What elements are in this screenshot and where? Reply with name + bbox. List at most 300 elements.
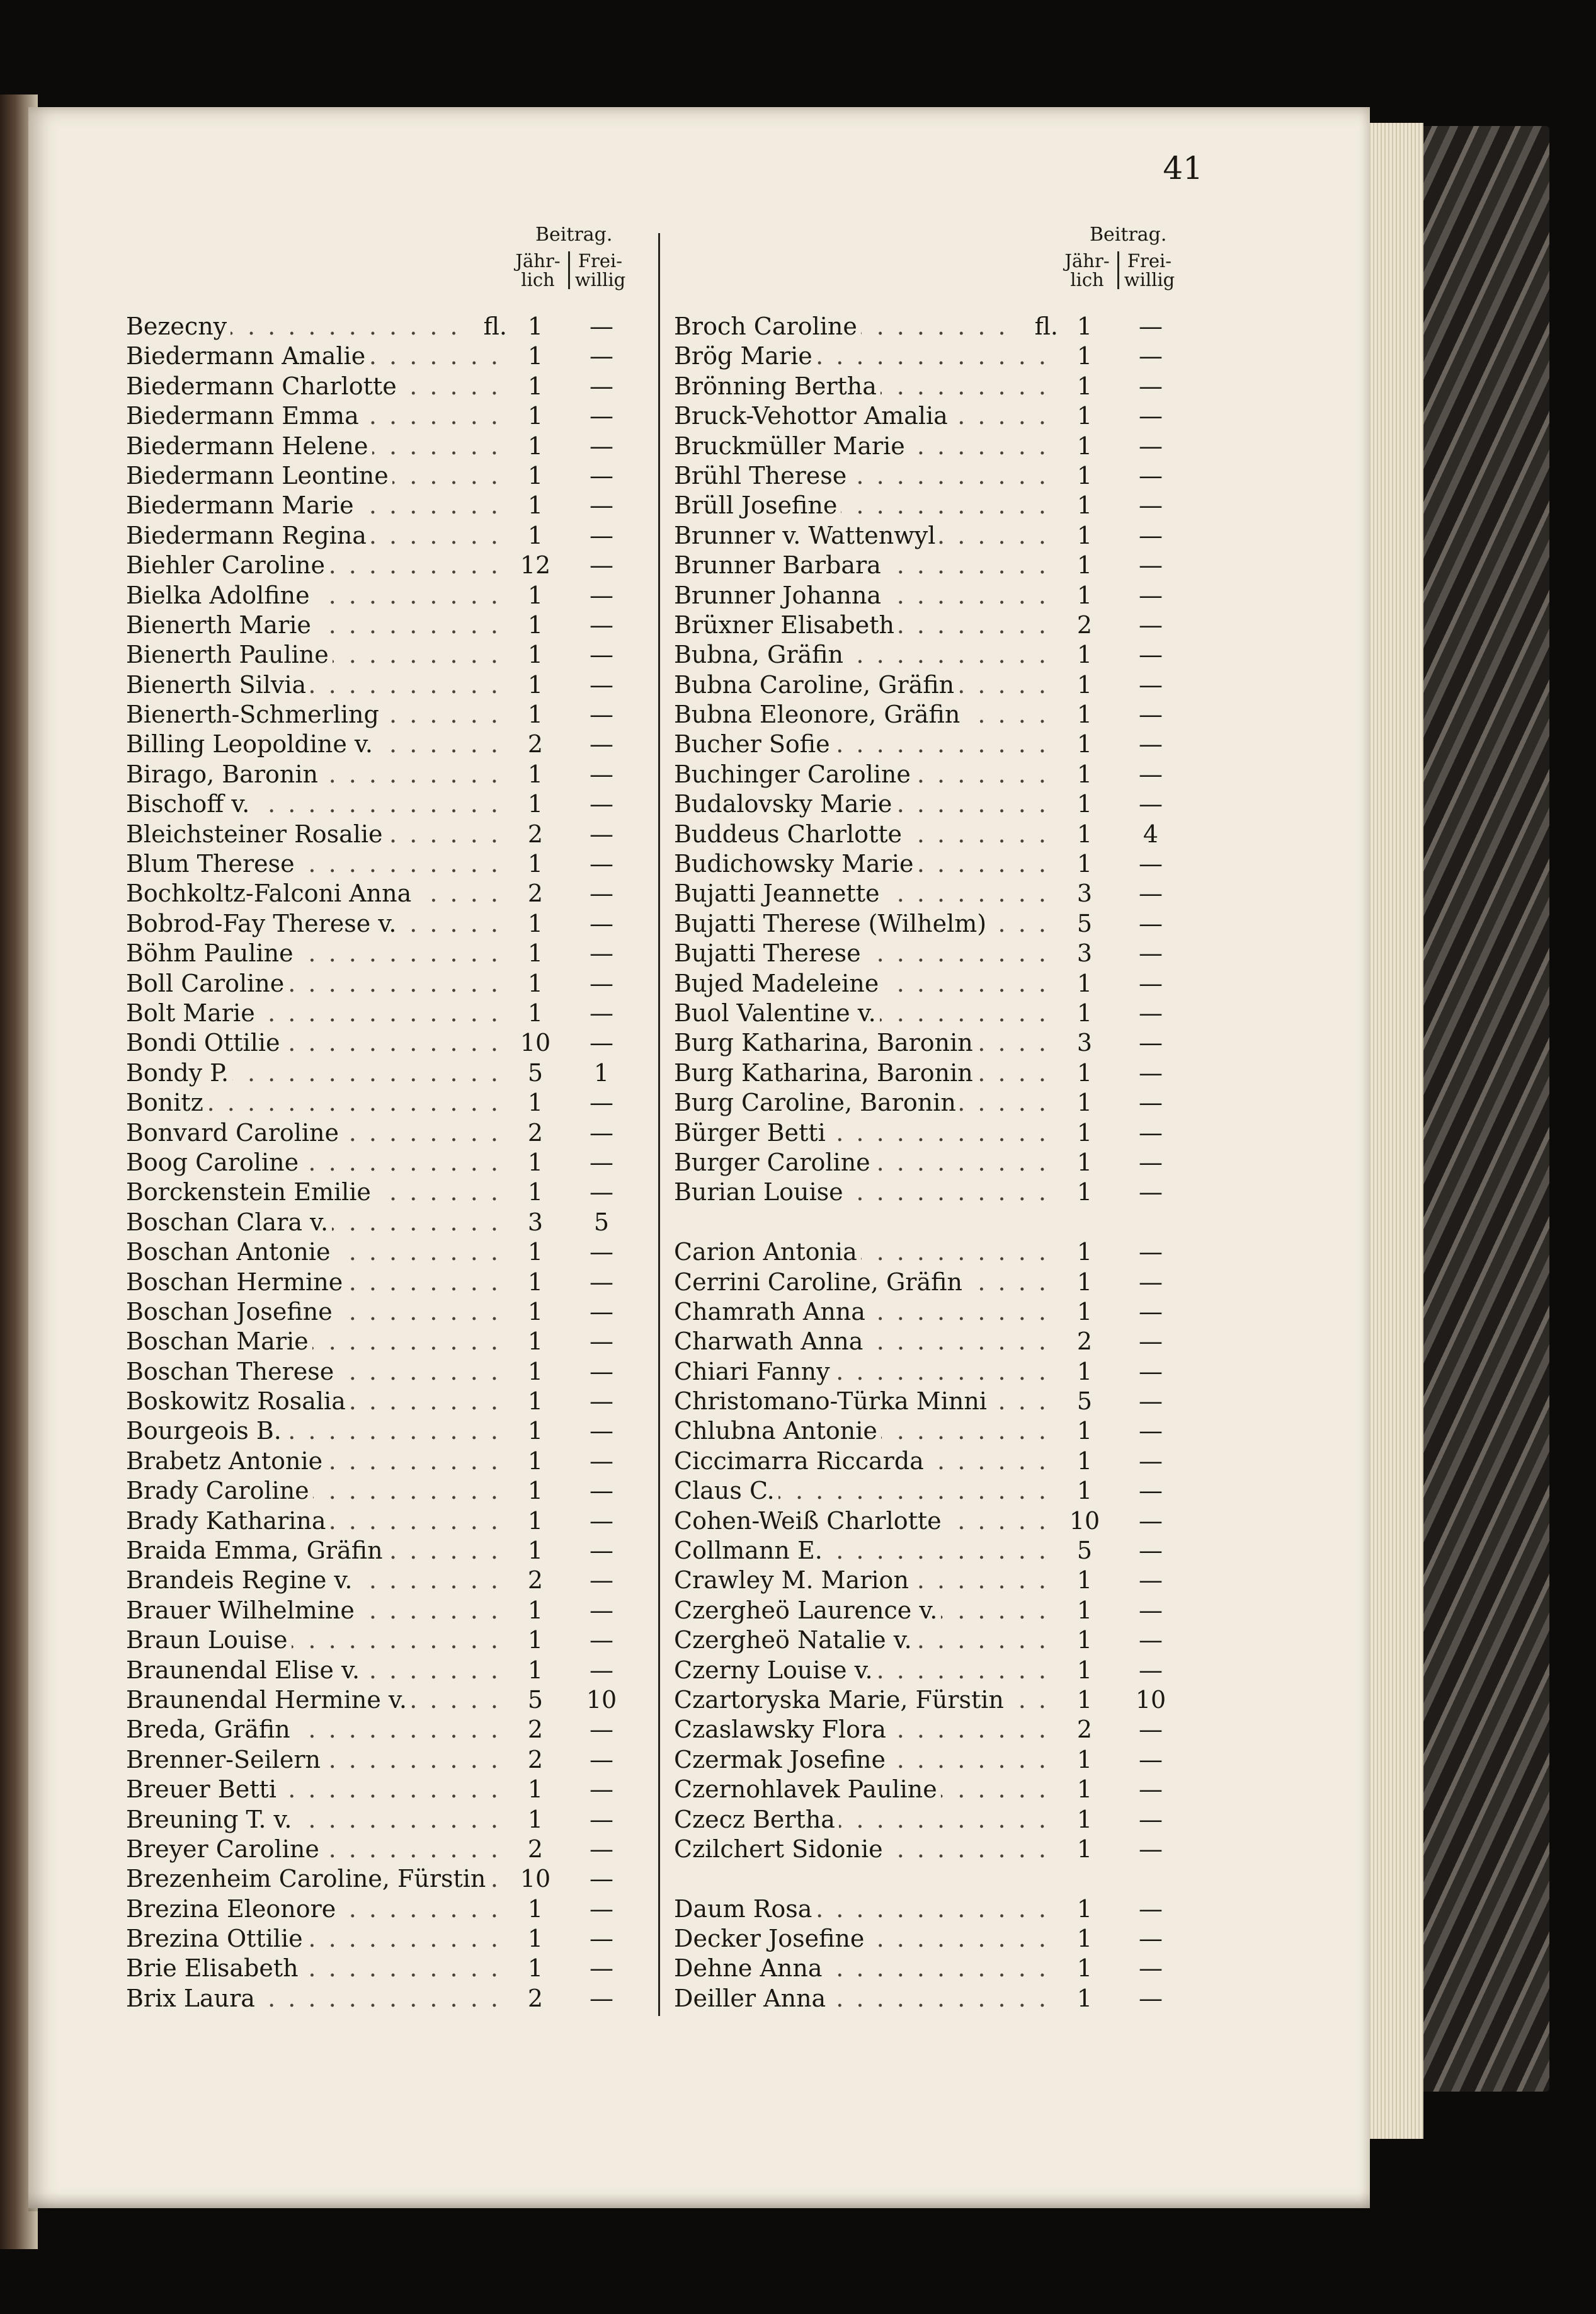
entry-name: Chlubna Antonie: [674, 1417, 881, 1445]
entry-name: Burian Louise: [674, 1178, 847, 1206]
entry-name: Braun Louise: [126, 1626, 292, 1654]
entry-row: [674, 1954, 1197, 1983]
entry-row: [674, 1446, 1197, 1476]
entry-name-cell: [674, 1924, 1052, 1954]
voluntary-amount: —: [1139, 850, 1163, 878]
entry-name-cell: [674, 1446, 1052, 1476]
entry-name-cell: [674, 1088, 1052, 1118]
entry-name: Breda, Gräfin: [126, 1715, 294, 1743]
entry-name-cell: [674, 1148, 1052, 1177]
voluntary-amount: —: [1139, 491, 1163, 520]
annual-amount: 1: [1076, 551, 1093, 580]
annual-amount: 1: [527, 1477, 544, 1505]
entry-name-cell: [674, 610, 1052, 640]
annual-amount: 1: [1076, 1835, 1093, 1863]
entry-row: [674, 1775, 1197, 1804]
voluntary-amount: —: [590, 610, 613, 639]
voluntary-amount: —: [590, 581, 613, 609]
entry-name: Burg Caroline, Baronin: [674, 1089, 960, 1116]
voluntary-amount: —: [590, 850, 613, 878]
voluntary-amount: —: [1139, 1954, 1163, 1983]
entry-row: [126, 491, 642, 520]
entry-name-cell: [674, 1805, 1052, 1835]
entry-name: Boog Caroline: [126, 1148, 302, 1176]
entry-name-cell: [126, 1387, 504, 1416]
voluntary-amount: —: [1139, 909, 1163, 937]
entry-name: Czerny Louise v.: [674, 1656, 877, 1684]
entry-row: [674, 1357, 1197, 1387]
annual-amount: 1: [1076, 1894, 1093, 1923]
voluntary-amount: —: [1139, 432, 1163, 460]
entry-name-cell: [674, 491, 1052, 520]
voluntary-amount: —: [590, 730, 613, 759]
annual-amount: 1: [527, 1327, 544, 1356]
left-column: [126, 224, 642, 2013]
entry-row: [126, 1745, 642, 1775]
entry-name: Collmann E.: [674, 1537, 826, 1564]
entry-name-cell: [126, 670, 504, 700]
entry-row: [674, 909, 1197, 939]
entry-row: [674, 1028, 1197, 1058]
entry-row: [674, 461, 1197, 491]
annual-amount: 1: [1076, 1417, 1093, 1445]
annual-amount: 1: [527, 342, 544, 370]
entry-name-cell: [126, 1715, 504, 1744]
entry-row: [126, 1835, 642, 1864]
entry-row: [126, 1177, 642, 1207]
annual-amount: 2: [1076, 610, 1093, 639]
voluntary-amount: —: [590, 551, 613, 580]
entry-name-cell: [674, 551, 1052, 580]
entry-row: [126, 1028, 642, 1058]
entry-row: [674, 1088, 1197, 1118]
entry-row: [674, 849, 1197, 879]
entry-name: Claus C.: [674, 1477, 778, 1504]
entry-row: [674, 1237, 1197, 1267]
annual-amount: 2: [527, 1715, 544, 1744]
voluntary-amount: —: [1139, 670, 1163, 699]
entry-row: [126, 1058, 642, 1088]
entry-name-cell: [126, 1028, 504, 1058]
entry-name: Bubna Eleonore, Gräfin: [674, 701, 964, 728]
entry-name: Biedermann Charlotte: [126, 372, 401, 400]
entry-row: [126, 879, 642, 908]
voluntary-amount: —: [590, 909, 613, 937]
entry-name-cell: [126, 1476, 504, 1506]
entry-name-cell: [674, 760, 1052, 789]
entry-name-cell: [674, 1656, 1052, 1685]
voluntary-amount: —: [1139, 1805, 1163, 1833]
entry-row: [674, 1118, 1197, 1148]
entry-name-cell: [674, 909, 1052, 939]
entry-row: [126, 1864, 642, 1894]
annual-amount: 1: [1076, 760, 1093, 788]
entry-name-cell: [674, 670, 1052, 700]
entry-row: [674, 1656, 1197, 1685]
entry-row: [126, 1327, 642, 1356]
entry-name: Bleichsteiner Rosalie: [126, 820, 387, 848]
entry-name: Bucher Sofie: [674, 730, 834, 758]
entry-name: Birago, Baronin: [126, 760, 322, 788]
entry-name: Broch Caroline: [674, 312, 861, 340]
header-freiwillig: Frei- willig: [568, 251, 630, 289]
annual-amount: 1: [1076, 730, 1093, 759]
entry-name: Brüll Josefine: [674, 491, 841, 519]
entry-row: [126, 372, 642, 401]
entry-name: Bischoff v.: [126, 790, 253, 818]
currency-label: fl.: [1014, 312, 1058, 341]
voluntary-amount: —: [1139, 1894, 1163, 1923]
voluntary-amount: —: [1139, 1238, 1163, 1266]
annual-amount: 1: [1076, 312, 1093, 340]
entry-row: [674, 312, 1197, 341]
entry-name-cell: [674, 1775, 1052, 1804]
entry-name: Breuning T. v.: [126, 1806, 296, 1833]
voluntary-amount: —: [590, 1626, 613, 1654]
voluntary-amount: —: [1139, 701, 1163, 729]
annual-amount: 1: [1076, 1089, 1093, 1117]
voluntary-amount: —: [590, 969, 613, 997]
entry-row: [126, 1566, 642, 1595]
entry-name: Biedermann Emma: [126, 402, 363, 430]
annual-amount: 1: [527, 641, 544, 669]
entry-row: [126, 1357, 642, 1387]
entry-row: [674, 969, 1197, 999]
annual-amount: 2: [527, 1118, 544, 1147]
entry-row: [674, 1596, 1197, 1625]
entry-name: Bochkoltz-Falconi Anna: [126, 879, 415, 907]
entry-name-cell: [126, 1327, 504, 1356]
annual-amount: 1: [527, 999, 544, 1027]
entry-name-cell: [126, 610, 504, 640]
entry-row: [674, 1148, 1197, 1177]
annual-amount: 1: [527, 1297, 544, 1326]
voluntary-amount: —: [1139, 1446, 1163, 1475]
entry-name-cell: [674, 1835, 1052, 1864]
entry-row: [674, 939, 1197, 968]
voluntary-amount: —: [590, 1656, 613, 1684]
entry-name-cell: [674, 1894, 1052, 1924]
annual-amount: 1: [1076, 1954, 1093, 1983]
annual-amount: 1: [527, 610, 544, 639]
entry-name: Boschan Hermine: [126, 1268, 346, 1296]
annual-amount: 1: [1076, 1745, 1093, 1773]
entry-name-cell: [674, 1177, 1052, 1207]
annual-amount: 1: [1076, 790, 1093, 818]
entry-name: Czartoryska Marie, Fürstin: [674, 1686, 1008, 1714]
entry-row: [674, 1297, 1197, 1327]
voluntary-amount: —: [590, 1596, 613, 1624]
entry-row: [674, 1268, 1197, 1297]
annual-amount: 1: [527, 1894, 544, 1923]
annual-amount: 1: [527, 1925, 544, 1953]
entry-name: Daum Rosa: [674, 1895, 816, 1923]
voluntary-amount: —: [590, 1477, 613, 1505]
entry-name-cell: [674, 999, 1052, 1028]
voluntary-amount: —: [590, 1925, 613, 1953]
annual-amount: 1: [527, 909, 544, 937]
voluntary-amount: —: [1139, 402, 1163, 430]
voluntary-amount: —: [590, 939, 613, 968]
voluntary-amount: —: [1139, 1626, 1163, 1654]
entry-name-cell: [674, 640, 1052, 670]
annual-amount: 3: [1076, 1029, 1093, 1057]
entry-name-cell: [126, 789, 504, 819]
entry-name: Braunendal Hermine v.: [126, 1686, 411, 1714]
entry-row: [126, 1476, 642, 1506]
entry-name: Bienerth Pauline: [126, 641, 333, 668]
entry-name-cell: [674, 1058, 1052, 1088]
entry-name-cell: [126, 1984, 504, 2013]
entry-row: [674, 581, 1197, 610]
entry-name: Bondi Ottilie: [126, 1029, 283, 1057]
entry-name-cell: [674, 969, 1052, 999]
entry-row: [126, 670, 642, 700]
entry-name: Biedermann Helene: [126, 432, 372, 460]
entry-name: Bujatti Therese: [674, 939, 865, 967]
annual-amount: 1: [527, 1387, 544, 1416]
annual-amount: 1: [1076, 1566, 1093, 1595]
annual-amount: 1: [527, 581, 544, 609]
voluntary-amount: —: [590, 1148, 613, 1176]
entry-name: Cohen-Weiß Charlotte: [674, 1507, 945, 1535]
section-gap: [674, 1208, 1197, 1237]
annual-amount: 1: [527, 1357, 544, 1385]
entry-row: [126, 1297, 642, 1327]
entry-name: Chamrath Anna: [674, 1298, 869, 1326]
annual-amount: 1: [1076, 850, 1093, 878]
voluntary-amount: —: [1139, 1268, 1163, 1296]
voluntary-amount: —: [590, 1357, 613, 1385]
entry-name-cell: [126, 1954, 504, 1983]
entry-name: Deiller Anna: [674, 1985, 829, 2012]
voluntary-amount: —: [1139, 1566, 1163, 1595]
voluntary-amount: —: [1139, 790, 1163, 818]
entry-row: [126, 1416, 642, 1446]
entry-name-cell: [126, 700, 504, 730]
voluntary-amount: —: [590, 1984, 613, 2012]
annual-amount: 1: [527, 1238, 544, 1266]
annual-amount: 1: [527, 1596, 544, 1624]
entry-row: [126, 551, 642, 580]
annual-amount: 1: [527, 461, 544, 490]
entry-name: Czilchert Sidonie: [674, 1835, 887, 1863]
entry-name: Breuer Betti: [126, 1775, 280, 1803]
voluntary-amount: —: [1139, 312, 1163, 340]
entry-name: Charwath Anna: [674, 1327, 867, 1355]
annual-amount: 1: [527, 1148, 544, 1176]
entry-name: Brezenheim Caroline, Fürstin: [126, 1865, 489, 1893]
annual-amount: 1: [527, 491, 544, 520]
entry-row: [126, 461, 642, 491]
entry-name-cell: [674, 849, 1052, 879]
entry-name: Crawley M. Marion: [674, 1566, 913, 1594]
voluntary-amount: —: [1139, 521, 1163, 549]
annual-amount: 1: [527, 1954, 544, 1983]
voluntary-amount: —: [1139, 1148, 1163, 1176]
voluntary-amount: —: [590, 1954, 613, 1983]
entry-name-cell: [126, 521, 504, 551]
entry-row: [674, 999, 1197, 1028]
entry-name-cell: [674, 789, 1052, 819]
entry-name-cell: [674, 1984, 1052, 2013]
section-gap: [674, 1864, 1197, 1894]
annual-amount: 1: [527, 1417, 544, 1445]
voluntary-amount: —: [590, 1178, 613, 1206]
entry-row: [674, 1715, 1197, 1744]
annual-amount: 5: [527, 1685, 544, 1714]
annual-amount: 2: [527, 1835, 544, 1863]
entry-name-cell: [674, 1268, 1052, 1297]
voluntary-amount: —: [590, 342, 613, 370]
entry-name-cell: [674, 1327, 1052, 1356]
entry-row: [126, 640, 642, 670]
annual-amount: 1: [1076, 1626, 1093, 1654]
entry-row: [674, 760, 1197, 789]
voluntary-amount: —: [1139, 1417, 1163, 1445]
entry-name: Billing Leopoldine v.: [126, 730, 377, 758]
voluntary-amount: —: [1139, 581, 1163, 609]
voluntary-amount: 10: [1135, 1685, 1166, 1714]
entry-row: [674, 551, 1197, 580]
voluntary-amount: —: [590, 1118, 613, 1147]
header-jaehrlich: Jähr- lich: [1064, 250, 1110, 290]
entry-name-cell: [674, 1237, 1052, 1267]
annual-amount: 1: [527, 701, 544, 729]
annual-amount: 1: [1076, 521, 1093, 549]
voluntary-amount: —: [1139, 1506, 1163, 1535]
annual-amount: 12: [520, 551, 551, 580]
voluntary-amount: —: [1139, 1596, 1163, 1624]
voluntary-amount: —: [590, 521, 613, 549]
voluntary-amount: —: [590, 1297, 613, 1326]
voluntary-amount: 10: [586, 1685, 617, 1714]
entry-name: Decker Josefine: [674, 1925, 868, 1952]
entry-name-cell: [674, 521, 1052, 551]
entry-name-cell: [674, 432, 1052, 461]
voluntary-amount: —: [1139, 1029, 1163, 1057]
voluntary-amount: —: [1139, 1537, 1163, 1565]
column-header: [126, 224, 642, 312]
voluntary-amount: —: [590, 1894, 613, 1923]
annual-amount: 1: [1076, 1477, 1093, 1505]
entry-name: Bienerth Silvia: [126, 671, 310, 699]
entry-row: [674, 1566, 1197, 1595]
entry-name-cell: [126, 1506, 504, 1536]
entry-name: Brabetz Antonie: [126, 1447, 326, 1475]
entry-row: [126, 1924, 642, 1954]
voluntary-amount: —: [1139, 1835, 1163, 1863]
entry-row: [674, 1416, 1197, 1446]
entry-name-cell: [126, 1177, 504, 1207]
entry-name: Bonvard Caroline: [126, 1119, 343, 1147]
entry-name: Brauer Wilhelmine: [126, 1596, 358, 1624]
entry-name: Bujatti Jeannette: [674, 879, 883, 907]
voluntary-amount: —: [1139, 1387, 1163, 1416]
entry-name: Buol Valentine v.: [674, 999, 880, 1027]
header-freiwillig: Frei- willig: [1117, 251, 1180, 289]
entry-row: [126, 1088, 642, 1118]
entry-row: [126, 1237, 642, 1267]
voluntary-amount: —: [590, 312, 613, 340]
annual-amount: 1: [527, 432, 544, 460]
entry-name: Brunner Johanna: [674, 581, 885, 609]
entry-name: Boschan Therese: [126, 1358, 338, 1385]
entry-row: [126, 1536, 642, 1566]
entry-row: [674, 820, 1197, 849]
entry-row: [674, 879, 1197, 908]
annual-amount: 1: [1076, 1656, 1093, 1684]
entry-name-cell: [674, 700, 1052, 730]
voluntary-amount: —: [1139, 879, 1163, 908]
entry-name: Dehne Anna: [674, 1954, 826, 1982]
entry-name: Braida Emma, Gräfin: [126, 1537, 387, 1564]
entry-name: Bujed Madeleine: [674, 970, 882, 997]
entry-name-cell: [674, 1476, 1052, 1506]
entry-row: [126, 969, 642, 999]
annual-amount: 1: [1076, 372, 1093, 400]
annual-amount: 2: [527, 879, 544, 908]
entry-name-cell: [126, 760, 504, 789]
voluntary-amount: —: [590, 1268, 613, 1296]
entry-name: Brunner Barbara: [674, 551, 885, 579]
entry-name: Boll Caroline: [126, 970, 288, 997]
entry-name-cell: [126, 1118, 504, 1148]
annual-amount: 1: [1076, 999, 1093, 1027]
entry-name: Boschan Marie: [126, 1327, 312, 1355]
entry-name-cell: [674, 730, 1052, 759]
annual-amount: 1: [527, 760, 544, 788]
entry-row: [674, 1177, 1197, 1207]
annual-amount: 1: [1076, 1058, 1093, 1087]
voluntary-amount: —: [590, 701, 613, 729]
entry-name-cell: [126, 312, 504, 341]
entry-row: [126, 999, 642, 1028]
entry-row: [126, 909, 642, 939]
entry-name: Brandeis Regine v.: [126, 1566, 356, 1594]
entry-name-cell: [126, 491, 504, 520]
entry-name: Bobrod-Fay Therese v.: [126, 910, 400, 937]
entry-name: Bruck-Vehottor Amalia: [674, 402, 952, 430]
entry-row: [126, 401, 642, 431]
entry-name: Brenner-Seilern: [126, 1746, 324, 1773]
annual-amount: 2: [527, 820, 544, 848]
entry-name: Czecz Bertha: [674, 1806, 839, 1833]
entry-name-cell: [674, 820, 1052, 849]
entry-name-cell: [126, 1685, 504, 1715]
entry-row: [674, 1327, 1197, 1356]
annual-amount: 1: [527, 1626, 544, 1654]
annual-amount: 1: [1076, 1297, 1093, 1326]
entry-name: Brady Katharina: [126, 1507, 330, 1535]
annual-amount: 1: [1076, 1925, 1093, 1953]
voluntary-amount: —: [1139, 342, 1163, 370]
voluntary-amount: —: [590, 1446, 613, 1475]
entry-name-cell: [126, 1864, 504, 1894]
entry-name-cell: [674, 312, 1052, 341]
annual-amount: 1: [527, 969, 544, 997]
entry-name: Biedermann Regina: [126, 522, 370, 549]
entry-name: Boschan Clara v.: [126, 1208, 332, 1236]
entry-name: Bienerth-Schmerling: [126, 701, 383, 728]
voluntary-amount: —: [590, 1775, 613, 1804]
annual-amount: 1: [1076, 1178, 1093, 1206]
header-beitrag: Beitrag.: [535, 224, 613, 246]
entry-name: Bienerth Marie: [126, 611, 315, 639]
entry-row: [126, 610, 642, 640]
entry-name-cell: [674, 1566, 1052, 1595]
voluntary-amount: —: [590, 820, 613, 848]
